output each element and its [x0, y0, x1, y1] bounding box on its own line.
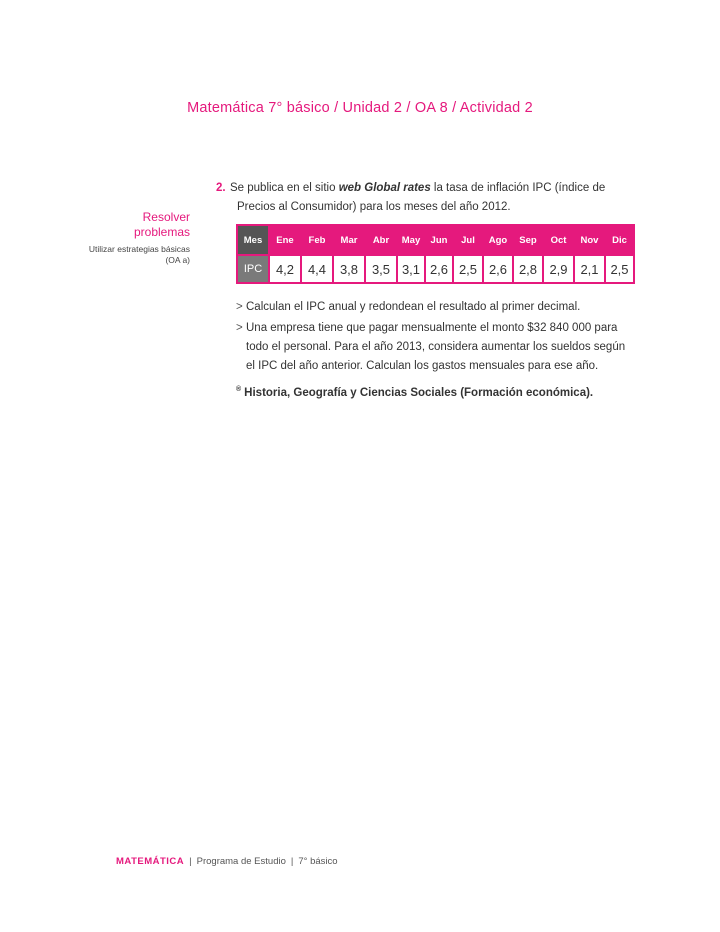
month-cell: Ene: [269, 225, 301, 255]
footer-separator: |: [189, 856, 192, 867]
footer-brand: MATEMÁTICA: [116, 856, 185, 867]
month-cell: Ago: [483, 225, 513, 255]
intro-line2: Precios al Consumidor) para los meses del año 2012.: [237, 201, 511, 213]
month-cell: Abr: [365, 225, 397, 255]
activity-number: 2.: [216, 182, 226, 194]
intro-website-name: web Global rates: [338, 182, 431, 194]
list-item: [236, 319, 646, 376]
skill-sub-line2: (OA a): [165, 255, 190, 265]
footer-separator: |: [290, 856, 294, 867]
chevron-right-icon: >: [236, 322, 243, 334]
list-item: [236, 298, 646, 317]
value-cell: 3,5: [365, 255, 397, 283]
intro-text-after: la tasa de inflación IPC (índice de: [430, 182, 606, 194]
month-cell: Sep: [513, 225, 543, 255]
chevron-right-icon: >: [236, 301, 243, 313]
month-cell: May: [397, 225, 425, 255]
value-cell: 2,5: [605, 255, 634, 283]
month-cell: Feb: [301, 225, 333, 255]
month-cell: Dic: [605, 225, 634, 255]
skill-sub-line1: Utilizar estrategias básicas: [88, 244, 190, 254]
table-header-label: Mes: [237, 225, 269, 255]
task-2-line1: Una empresa tiene que pagar mensualmente el monto $32 840 000 para: [246, 322, 618, 334]
value-cell: 3,8: [333, 255, 365, 283]
task-2-line2: todo el personal. Para el año 2013, considera aumentar los sueldos según: [246, 341, 626, 353]
page-title: Matemática 7° básico / Unidad 2 / OA 8 / Actividad 2: [187, 100, 533, 116]
page-footer: [116, 856, 338, 867]
value-cell: 2,6: [425, 255, 453, 283]
registered-icon: ®: [236, 386, 242, 393]
footer-grade: 7° básico: [298, 856, 338, 867]
cross-subject-note: [236, 386, 593, 399]
month-cell: Nov: [574, 225, 605, 255]
month-cell: Jun: [425, 225, 453, 255]
month-cell: Jul: [453, 225, 483, 255]
task-list: [236, 298, 646, 378]
value-cell: 2,9: [543, 255, 574, 283]
task-2-line3: el IPC del año anterior. Calculan los gastos mensuales para ese año.: [246, 360, 599, 372]
skill-heading-line1: Resolver: [142, 210, 190, 224]
value-cell: 2,8: [513, 255, 543, 283]
value-cell: 2,1: [574, 255, 605, 283]
month-cell: Oct: [543, 225, 574, 255]
task-1-text: Calculan el IPC anual y redondean el resultado al primer decimal.: [246, 301, 581, 313]
activity-intro: [216, 179, 646, 217]
ipc-table: [236, 224, 635, 284]
value-cell: 4,2: [269, 255, 301, 283]
skill-heading-line2: problemas: [133, 225, 190, 239]
value-cell: 2,6: [483, 255, 513, 283]
table-row-label: IPC: [237, 255, 269, 283]
intro-text-before: Se publica en el sitio: [230, 182, 339, 194]
footer-program: Programa de Estudio: [196, 856, 286, 867]
note-text: Historia, Geografía y Ciencias Sociales (Formación económica).: [244, 386, 594, 399]
table-header-row: [237, 225, 634, 255]
value-cell: 3,1: [397, 255, 425, 283]
value-cell: 4,4: [301, 255, 333, 283]
sidebar-skill: [60, 210, 190, 266]
value-cell: 2,5: [453, 255, 483, 283]
table-values-row: [237, 255, 634, 283]
month-cell: Mar: [333, 225, 365, 255]
